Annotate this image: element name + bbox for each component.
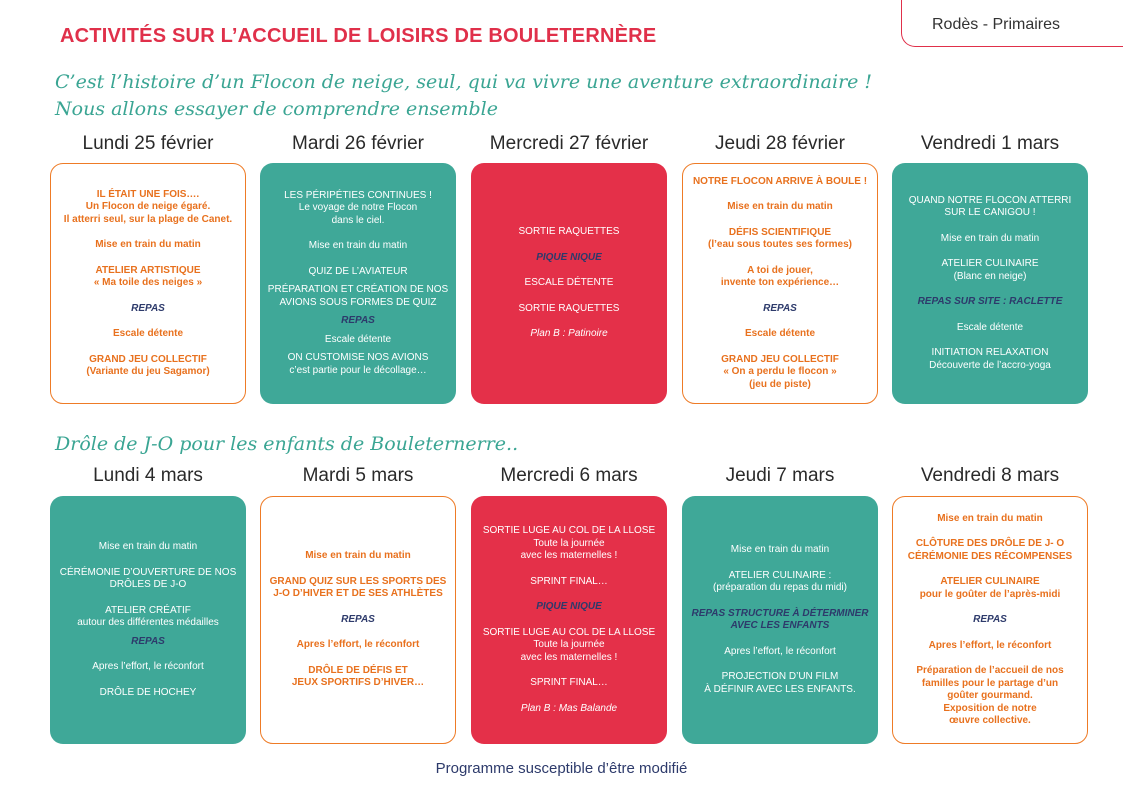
activity-text: LES PÉRIPÉTIES CONTINUES ! Le voyage de notre Flocon dans le ciel. <box>284 189 432 226</box>
day-header: Mercredi 27 février <box>489 133 649 154</box>
activity-text: DÉFIS SCIENTIFIQUE (l’eau sous toutes ses formes) <box>708 226 852 251</box>
activity-card <box>682 496 878 744</box>
activity-text: CÉRÉMONIE D’OUVERTURE DE NOS DRÔLES DE J-O <box>59 566 237 590</box>
activity-text: INITIATION RELAXATION Découverte de l’accro-yoga <box>929 347 1051 371</box>
activity-text: ATELIER ARTISTIQUE « Ma toile des neiges » <box>93 264 203 288</box>
day-header: Jeudi 7 mars <box>725 465 835 486</box>
intro-line-1: C’est l’histoire d’un Flocon de neige, seul, qui va vivre une aventure extraordinaire ! <box>55 71 873 93</box>
activity-text: PIQUE NIQUE <box>536 251 602 263</box>
group-tag <box>901 0 1123 47</box>
activity-text: A toi de jouer, invente ton expérience… <box>720 264 840 289</box>
activity-text: REPAS <box>131 635 165 647</box>
activity-text: PIQUE NIQUE <box>536 601 602 612</box>
activity-text: DRÔLE DE HOCHEY <box>99 686 197 698</box>
activity-card <box>471 163 667 404</box>
activity-text: Apres l’effort, le réconfort <box>296 639 420 651</box>
activity-text: IL ÉTAIT UNE FOIS…. Un Flocon de neige égaré. Il atterri seul, sur la plage de Canet. <box>63 188 233 225</box>
activity-text: QUAND NOTRE FLOCON ATTERRI SUR LE CANIGOU ! <box>908 194 1072 219</box>
activity-text: REPAS <box>131 302 165 314</box>
activity-text: NOTRE FLOCON ARRIVE À BOULE ! <box>692 175 868 187</box>
footer-note: Programme susceptible d’être modifié <box>435 760 688 777</box>
activity-text: REPAS <box>341 315 375 327</box>
activity-text: CLÔTURE DES DRÔLE DE J- O CÉRÉMONIE DES RÉCOMPENSES <box>907 538 1073 562</box>
activity-text: Mise en train du matin <box>730 544 830 555</box>
activity-text: Escale détente <box>112 328 184 339</box>
day-header: Mardi 5 mars <box>302 465 414 486</box>
activity-text: Mise en train du matin <box>937 512 1043 524</box>
activity-text: REPAS SUR SITE : RACLETTE <box>917 296 1063 308</box>
activity-text: Escale détente <box>956 321 1024 333</box>
day-header: Lundi 4 mars <box>93 465 203 486</box>
day-header: Vendredi 1 mars <box>920 133 1060 154</box>
activity-card <box>260 496 456 744</box>
activity-text: ESCALE DÉTENTE <box>524 277 614 289</box>
activity-text: Escale détente <box>744 328 816 340</box>
activity-text: GRAND JEU COLLECTIF (Variante du jeu Sagamor) <box>86 353 210 377</box>
activity-text: ATELIER CULINAIRE pour le goûter de l’après-midi <box>919 576 1061 600</box>
activity-card <box>50 163 246 404</box>
activity-text: Mise en train du matin <box>940 232 1040 244</box>
activity-text: ATELIER CRÉATIF autour des différentes médailles <box>77 604 219 628</box>
activity-text: Apres l’effort, le réconfort <box>92 661 204 672</box>
activity-text: SORTIE RAQUETTES <box>518 302 620 314</box>
activity-text: Mise en train du matin <box>95 239 201 250</box>
activity-text: SORTIE RAQUETTES <box>518 226 620 238</box>
activity-text: PROJECTION D’UN FILM À DÉFINIR AVEC LES ENFANTS. <box>704 671 856 695</box>
activity-text: ON CUSTOMISE NOS AVIONS c’est partie pour le décollage… <box>287 352 429 376</box>
activity-text: Apres l’effort, le réconfort <box>928 639 1052 651</box>
activity-text: Préparation de l’accueil de nos familles pour le partage d’un goûter gourmand. Exposition de notre œuvre collective. <box>916 665 1064 726</box>
activity-text: DRÔLE DE DÉFIS ET JEUX SPORTIFS D’HIVER… <box>291 664 425 689</box>
activity-text: REPAS STRUCTURE À DÉTERMINER AVEC LES ENFANTS <box>691 607 869 631</box>
activity-text: SPRINT FINAL… <box>530 677 608 688</box>
activity-card <box>682 163 878 404</box>
activity-text: SORTIE LUGE AU COL DE LA LLOSE Toute la journée avec les maternelles ! <box>482 626 656 663</box>
activity-text: Mise en train du matin <box>98 541 198 552</box>
activity-text: GRAND QUIZ SUR LES SPORTS DES J-O D’HIVER ET DE SES ATHLÈTES <box>269 575 447 600</box>
activity-card <box>892 496 1088 744</box>
activity-text: SPRINT FINAL… <box>530 575 608 587</box>
section2-title: Drôle de J-O pour les enfants de Bouleternerre.. <box>55 433 519 455</box>
day-header: Lundi 25 février <box>82 133 214 154</box>
intro-line-2: Nous allons essayer de comprendre ensemble <box>55 98 498 120</box>
activity-text: REPAS <box>763 302 797 314</box>
activity-text: Plan B : Patinoire <box>530 328 608 340</box>
page-title: ACTIVITÉS SUR L’ACCUEIL DE LOISIRS DE BOULETERNÈRE <box>60 25 657 47</box>
activity-card <box>50 496 246 744</box>
activity-text: Escale détente <box>324 333 392 345</box>
day-header: Vendredi 8 mars <box>920 465 1060 486</box>
activity-text: Mise en train du matin <box>308 240 408 252</box>
activity-text: Mise en train du matin <box>305 550 411 562</box>
activity-text: PRÉPARATION ET CRÉATION DE NOS AVIONS SOUS FORMES DE QUIZ <box>267 284 449 308</box>
activity-text: ATELIER CULINAIRE (Blanc en neige) <box>941 258 1039 282</box>
activity-text: GRAND JEU COLLECTIF « On a perdu le flocon » (jeu de piste) <box>721 353 839 390</box>
day-header: Jeudi 28 février <box>715 133 845 154</box>
day-header: Mercredi 6 mars <box>500 465 638 486</box>
activity-card <box>892 163 1088 404</box>
activity-text: SORTIE LUGE AU COL DE LA LLOSE Toute la journée avec les maternelles ! <box>482 525 656 561</box>
activity-card <box>471 496 667 744</box>
activity-text: QUIZ DE L’AVIATEUR <box>308 265 408 277</box>
group-tag-label: Rodès - Primaires <box>932 16 1061 33</box>
activity-text: REPAS <box>341 613 375 625</box>
activity-text: Mise en train du matin <box>727 201 833 213</box>
activity-text: Plan B : Mas Balande <box>520 702 618 714</box>
activity-text: Apres l’effort, le réconfort <box>724 645 836 657</box>
activity-text: REPAS <box>973 614 1007 625</box>
activity-text: ATELIER CULINAIRE : (préparation du repas du midi) <box>713 569 847 593</box>
activity-card <box>260 163 456 404</box>
day-header: Mardi 26 février <box>292 133 424 154</box>
